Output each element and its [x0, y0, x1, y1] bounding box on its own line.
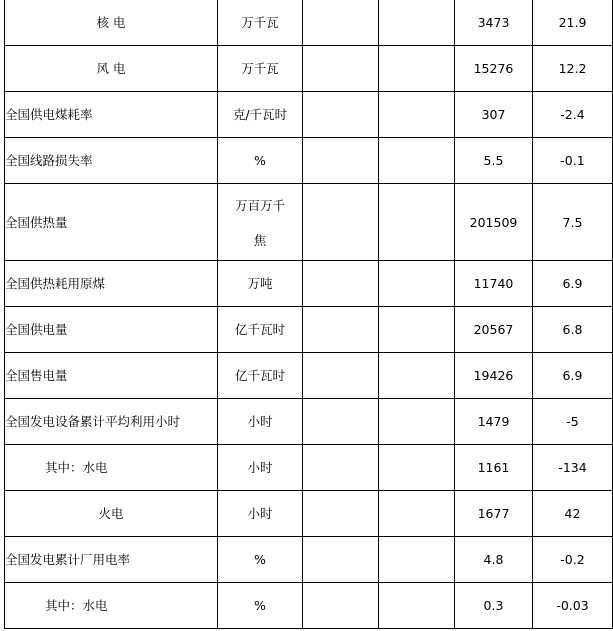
- row-value: 4.8: [455, 537, 533, 583]
- row-unit: 小时: [218, 399, 303, 445]
- row-name: 全国供热量: [5, 184, 218, 261]
- empty-cell: [379, 399, 455, 445]
- empty-cell: [379, 353, 455, 399]
- row-name: 核 电: [5, 0, 218, 46]
- row-growth: -5: [533, 399, 613, 445]
- row-name: 全国发电累计厂用电率: [5, 537, 218, 583]
- statistics-table: [4, 0, 613, 629]
- table-row: [5, 92, 613, 138]
- row-name: 其中：水电: [5, 583, 218, 629]
- row-name: 火电: [5, 491, 218, 537]
- row-name: 全国供电煤耗率: [5, 92, 218, 138]
- row-unit: %: [218, 138, 303, 184]
- empty-cell: [379, 92, 455, 138]
- empty-cell: [379, 583, 455, 629]
- row-unit: 万千瓦: [218, 46, 303, 92]
- row-growth: 12.2: [533, 46, 613, 92]
- row-growth: 7.5: [533, 184, 613, 261]
- row-name: 风 电: [5, 46, 218, 92]
- unit-line-2: 焦: [253, 233, 267, 248]
- empty-cell: [379, 445, 455, 491]
- row-growth: -134: [533, 445, 613, 491]
- row-unit: 亿千瓦时: [218, 307, 303, 353]
- row-growth: -0.2: [533, 537, 613, 583]
- table-row: [5, 46, 613, 92]
- table-row: [5, 399, 613, 445]
- empty-cell: [303, 46, 379, 92]
- row-name: 全国供热耗用原煤: [5, 261, 218, 307]
- table-row: [5, 138, 613, 184]
- row-unit: 小时: [218, 491, 303, 537]
- row-value: 15276: [455, 46, 533, 92]
- row-unit: %: [218, 537, 303, 583]
- table-row: [5, 583, 613, 629]
- empty-cell: [303, 307, 379, 353]
- row-value: 201509: [455, 184, 533, 261]
- row-name: 全国售电量: [5, 353, 218, 399]
- empty-cell: [303, 445, 379, 491]
- table-row: [5, 537, 613, 583]
- row-growth: 6.8: [533, 307, 613, 353]
- empty-cell: [379, 184, 455, 261]
- row-name: 其中：水电: [5, 445, 218, 491]
- row-growth: -0.1: [533, 138, 613, 184]
- row-growth: -2.4: [533, 92, 613, 138]
- empty-cell: [303, 583, 379, 629]
- empty-cell: [303, 184, 379, 261]
- empty-cell: [379, 138, 455, 184]
- row-name: 全国线路损失率: [5, 138, 218, 184]
- row-value: 3473: [455, 0, 533, 46]
- table-row: [5, 0, 613, 46]
- row-value: 5.5: [455, 138, 533, 184]
- row-growth: 21.9: [533, 0, 613, 46]
- row-value: 1677: [455, 491, 533, 537]
- row-growth: -0.03: [533, 583, 613, 629]
- empty-cell: [303, 353, 379, 399]
- empty-cell: [379, 307, 455, 353]
- empty-cell: [379, 0, 455, 46]
- row-unit: %: [218, 583, 303, 629]
- row-value: 19426: [455, 353, 533, 399]
- row-unit: 万吨: [218, 261, 303, 307]
- empty-cell: [303, 537, 379, 583]
- empty-cell: [379, 537, 455, 583]
- empty-cell: [379, 261, 455, 307]
- empty-cell: [379, 46, 455, 92]
- row-unit: 小时: [218, 445, 303, 491]
- row-unit: [218, 184, 303, 261]
- row-value: 1161: [455, 445, 533, 491]
- row-unit: 克/千瓦时: [218, 92, 303, 138]
- row-unit: 万千瓦: [218, 0, 303, 46]
- table-row: [5, 261, 613, 307]
- row-unit: 亿千瓦时: [218, 353, 303, 399]
- table-row: [5, 445, 613, 491]
- row-value: 11740: [455, 261, 533, 307]
- unit-line-1: 万百万千: [234, 198, 285, 213]
- empty-cell: [303, 92, 379, 138]
- empty-cell: [303, 138, 379, 184]
- row-growth: 6.9: [533, 261, 613, 307]
- row-value: 307: [455, 92, 533, 138]
- empty-cell: [379, 491, 455, 537]
- row-growth: 6.9: [533, 353, 613, 399]
- empty-cell: [303, 491, 379, 537]
- table-row: [5, 184, 613, 261]
- row-value: 20567: [455, 307, 533, 353]
- row-value: 0.3: [455, 583, 533, 629]
- row-growth: 42: [533, 491, 613, 537]
- row-name: 全国发电设备累计平均利用小时: [5, 399, 218, 445]
- empty-cell: [303, 0, 379, 46]
- row-name: 全国供电量: [5, 307, 218, 353]
- empty-cell: [303, 261, 379, 307]
- table-row: [5, 491, 613, 537]
- empty-cell: [303, 399, 379, 445]
- table-row: [5, 353, 613, 399]
- table-row: [5, 307, 613, 353]
- row-value: 1479: [455, 399, 533, 445]
